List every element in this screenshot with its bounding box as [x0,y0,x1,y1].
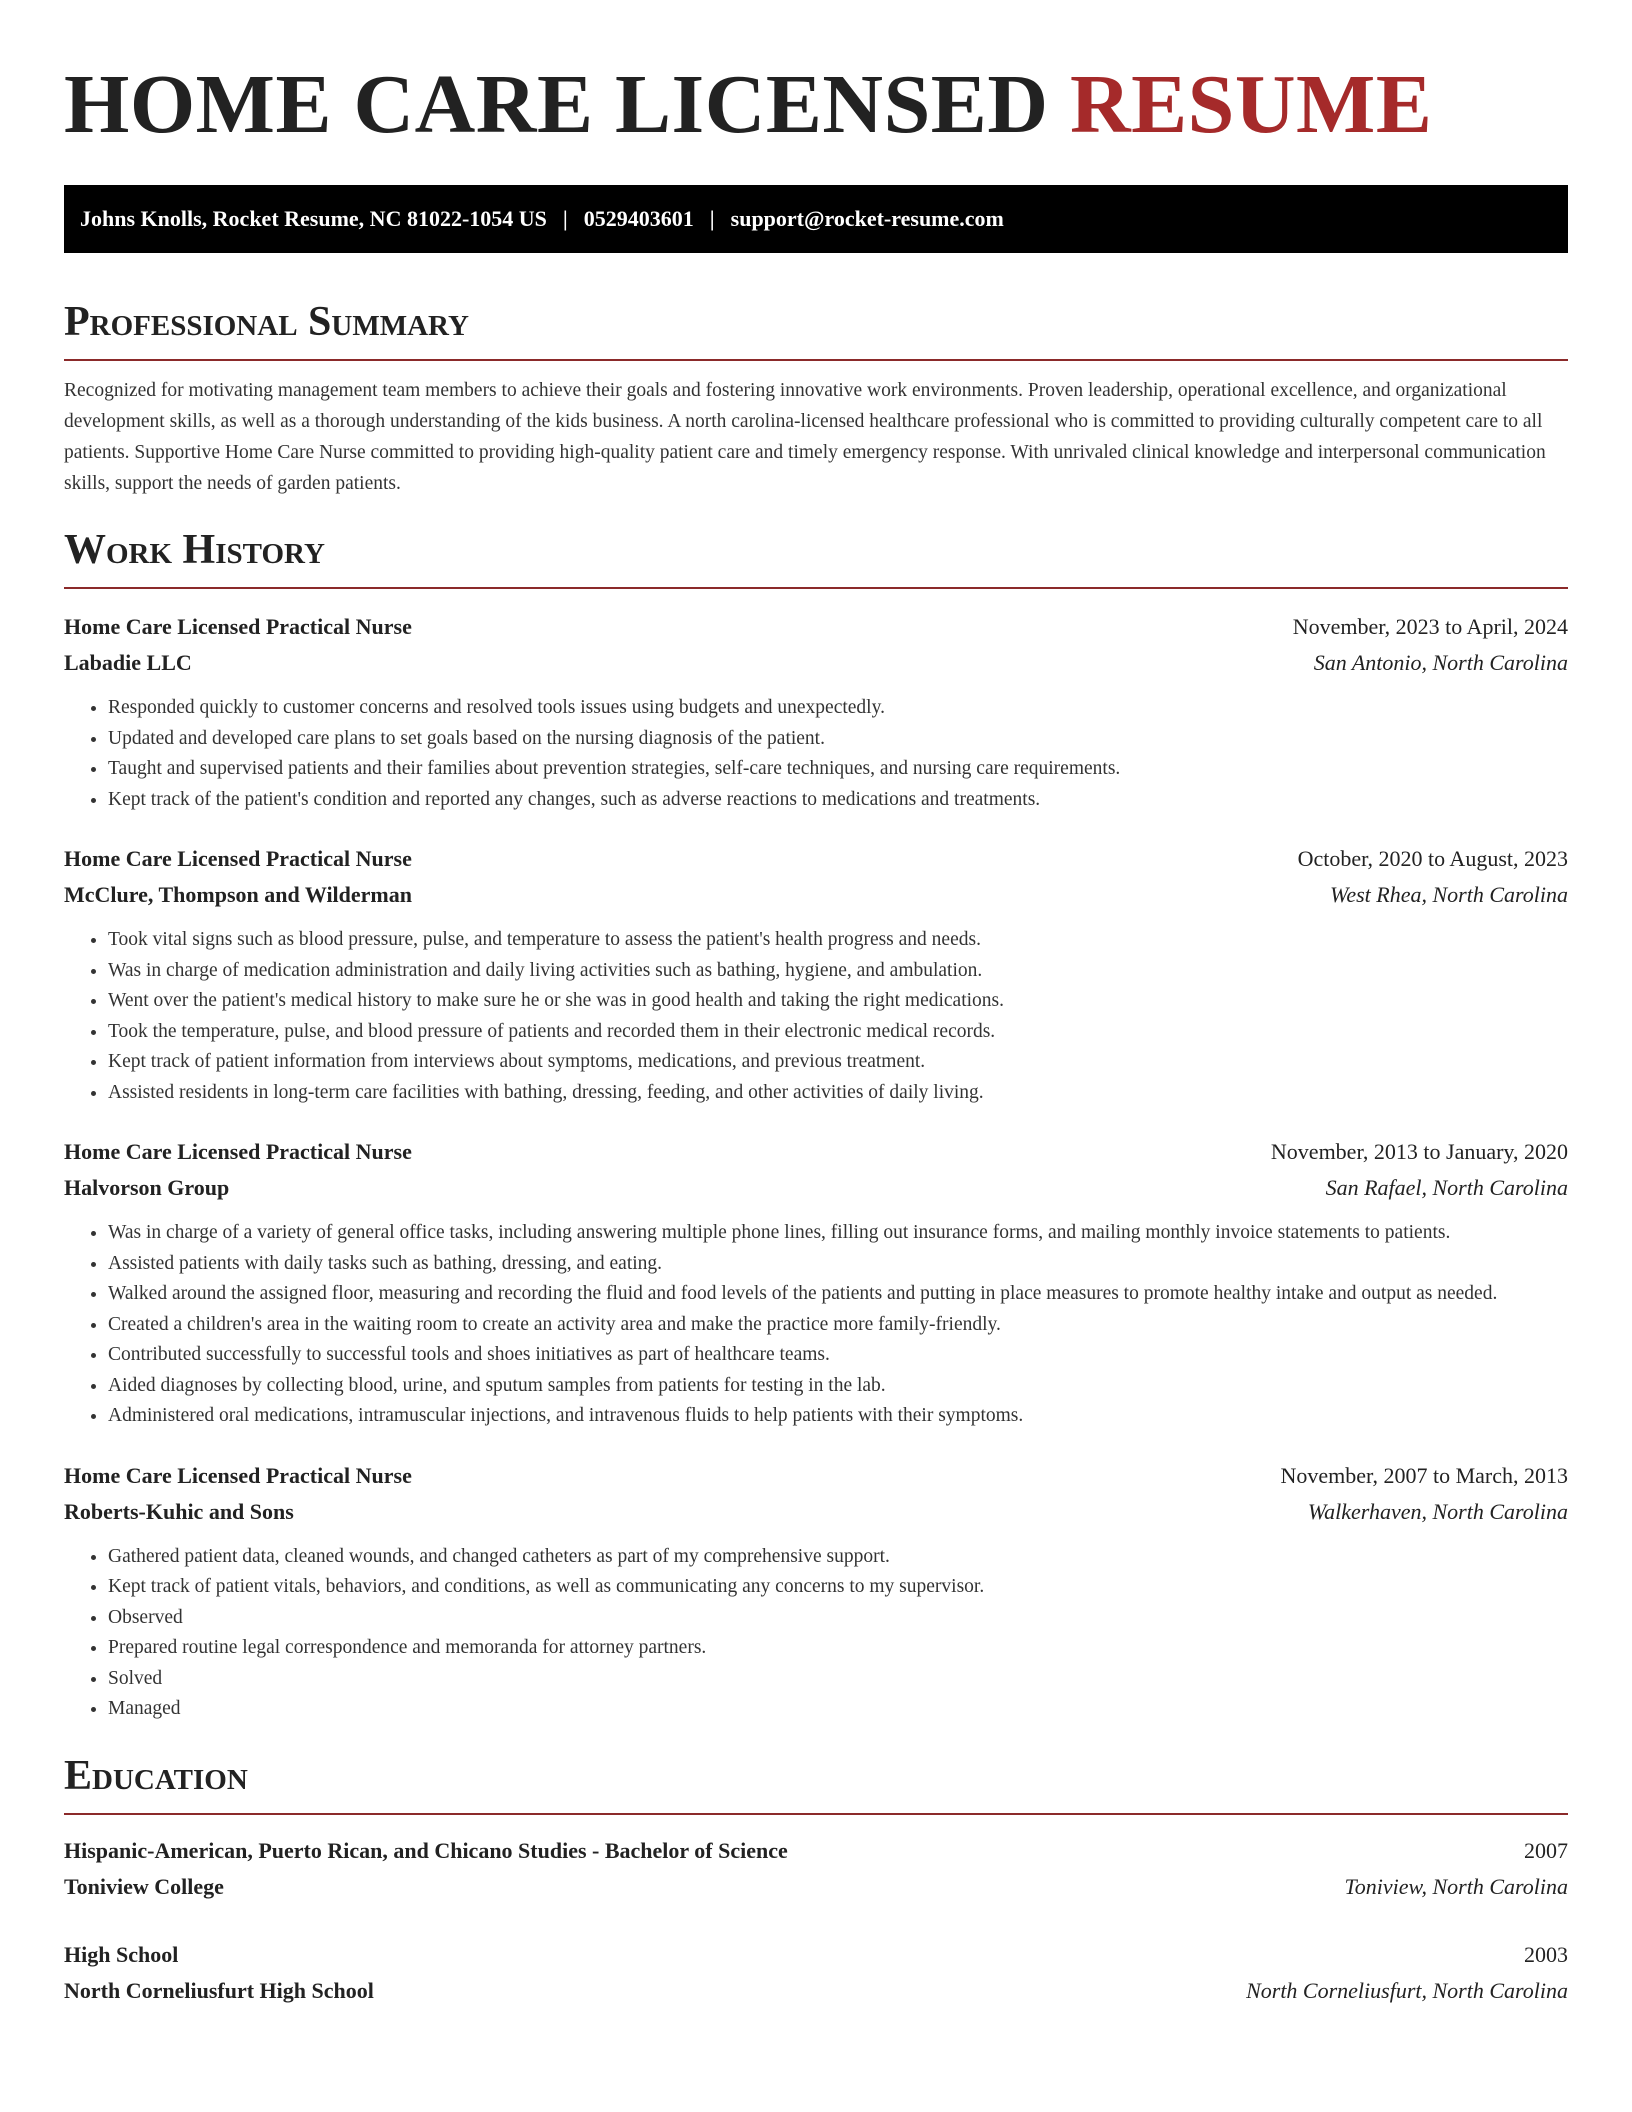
job-company: McClure, Thompson and Wilderman [64,882,412,907]
job-company-row [64,645,1568,681]
job-company: Roberts-Kuhic and Sons [64,1498,294,1524]
job-bullet: • Took the temperature, pulse, and blood pressure of patients and recorded them in their electronic medical records. [108,1017,1568,1048]
summary-section [64,297,1568,499]
job-company: Halvorson Group [64,1175,230,1200]
job-title: Home Care Licensed Practical Nurse [64,614,412,639]
education-degree-row [64,1833,1568,1869]
job-title: Home Care Licensed Practical Nurse [64,1139,412,1164]
contact-separator: | [709,206,715,231]
job-dates: November, 2007 to March, 2013 [1280,1462,1568,1488]
job-company-row [64,1494,1568,1530]
section-heading-summary: Professional Summary [64,297,1568,361]
education-school: Toniview College [64,1873,224,1899]
education-school-row [64,1869,1568,1905]
job-bullets [64,1218,1568,1432]
job-title-row [64,1134,1568,1170]
work-history-section [64,525,1568,1725]
section-heading-education: Education [64,1751,1568,1815]
education-school: North Corneliusfurt High School [64,1977,374,2003]
education-location: Toniview, North Carolina [1344,1873,1568,1899]
job-bullet: • Observed [108,1603,1568,1634]
job-location: West Rhea, North Carolina [1330,882,1568,907]
education-entry [64,1833,1568,1905]
contact-bar [64,185,1568,253]
job-bullet: • Assisted residents in long-term care facilities with bathing, dressing, feeding, and other activities of daily living. [108,1078,1568,1109]
job-bullet: • Responded quickly to customer concerns and resolved tools issues using budgets and unexpectedly. [108,693,1568,724]
job-bullet: • Went over the patient's medical history to make sure he or she was in good health and taking the right medications. [108,986,1568,1017]
job-bullet: • Created a children's area in the waiting room to create an activity area and make the practice more family-friendly. [108,1310,1568,1341]
contact-separator: | [562,206,568,231]
job-bullet: • Was in charge of a variety of general office tasks, including answering multiple phone lines, filling out insurance forms, and mailing monthly invoice statements to patients. [108,1218,1568,1249]
job-bullet: • Kept track of the patient's condition and reported any changes, such as adverse reactions to medications and treatments. [108,785,1568,816]
job-bullet: • Administered oral medications, intramuscular injections, and intravenous fluids to help patients with their symptoms. [108,1401,1568,1432]
job-title-row [64,609,1568,645]
job-dates: October, 2020 to August, 2023 [1297,846,1568,871]
education-location: North Corneliusfurt, North Carolina [1246,1977,1568,2003]
resume-title [64,0,1568,150]
job-company-row [64,1170,1568,1206]
job-bullet: • Managed [108,1694,1568,1725]
job-bullets [64,925,1568,1108]
job-bullet: • Kept track of patient vitals, behaviors, and conditions, as well as communicating any concerns to my supervisor. [108,1572,1568,1603]
job-entry [64,1134,1568,1432]
job-dates: November, 2023 to April, 2024 [1292,614,1568,639]
education-school-row [64,1973,1568,2009]
job-bullet: • Solved [108,1664,1568,1695]
job-bullet: • Took vital signs such as blood pressure, pulse, and temperature to assess the patient's health progress and needs. [108,925,1568,956]
education-year: 2007 [1524,1837,1568,1863]
job-entry [64,841,1568,1108]
job-company: Labadie LLC [64,650,192,675]
job-bullet: • Taught and supervised patients and their families about prevention strategies, self-care techniques, and nursing care requirements. [108,754,1568,785]
job-bullet: • Kept track of patient information from interviews about symptoms, medications, and previous treatment. [108,1047,1568,1078]
contact-email: support@rocket-resume.com [730,206,1004,231]
job-bullets [64,693,1568,815]
job-title: Home Care Licensed Practical Nurse [64,1462,412,1488]
education-degree: High School [64,1941,179,1967]
job-title: Home Care Licensed Practical Nurse [64,846,412,871]
job-bullets [64,1542,1568,1725]
education-degree-row [64,1937,1568,1973]
job-bullet: • Assisted patients with daily tasks such as bathing, dressing, and eating. [108,1249,1568,1280]
title-main: HOME CARE LICENSED [64,58,1049,151]
education-entry [64,1937,1568,2009]
job-bullet: • Prepared routine legal correspondence and memoranda for attorney partners. [108,1633,1568,1664]
education-degree: Hispanic-American, Puerto Rican, and Chicano Studies - Bachelor of Science [64,1837,788,1863]
job-bullet: • Was in charge of medication administration and daily living activities such as bathing, hygiene, and ambulation. [108,956,1568,987]
job-company-row [64,877,1568,913]
summary-text: Recognized for motivating management team members to achieve their goals and fostering innovative work environments. Proven leadership, operational excellence, and organizational development skills, as well as a thorough understanding of the kids business. A north carolina-licensed healthcare professional who is committed to providing culturally competent care to all patients. Supportive Home Care Nurse committed to providing high-quality patient care and timely emergency response. With unrivaled clinical knowledge and interpersonal communication skills, support the needs of garden patients. [64,380,1546,494]
job-title-row [64,1458,1568,1494]
section-heading-work: Work History [64,525,1568,589]
job-entry [64,609,1568,815]
job-bullet: • Gathered patient data, cleaned wounds, and changed catheters as part of my comprehensive support. [108,1542,1568,1573]
title-accent: RESUME [1069,58,1433,151]
job-location: San Antonio, North Carolina [1313,650,1568,675]
contact-address: Johns Knolls, Rocket Resume, NC 81022-1054 US [80,206,547,231]
contact-phone: 0529403601 [583,206,694,231]
education-year: 2003 [1524,1941,1568,1967]
job-bullet: • Walked around the assigned floor, measuring and recording the fluid and food levels of the patients and putting in place measures to promote healthy intake and output as needed. [108,1279,1568,1310]
job-bullet: • Aided diagnoses by collecting blood, urine, and sputum samples from patients for testing in the lab. [108,1371,1568,1402]
job-location: Walkerhaven, North Carolina [1307,1498,1568,1524]
job-entry [64,1458,1568,1725]
job-bullet: • Contributed successfully to successful tools and shoes initiatives as part of healthcare teams. [108,1340,1568,1371]
job-location: San Rafael, North Carolina [1325,1175,1568,1200]
job-title-row [64,841,1568,877]
job-bullet: • Updated and developed care plans to set goals based on the nursing diagnosis of the patient. [108,724,1568,755]
job-dates: November, 2013 to January, 2020 [1270,1139,1568,1164]
education-section [64,1751,1568,2009]
